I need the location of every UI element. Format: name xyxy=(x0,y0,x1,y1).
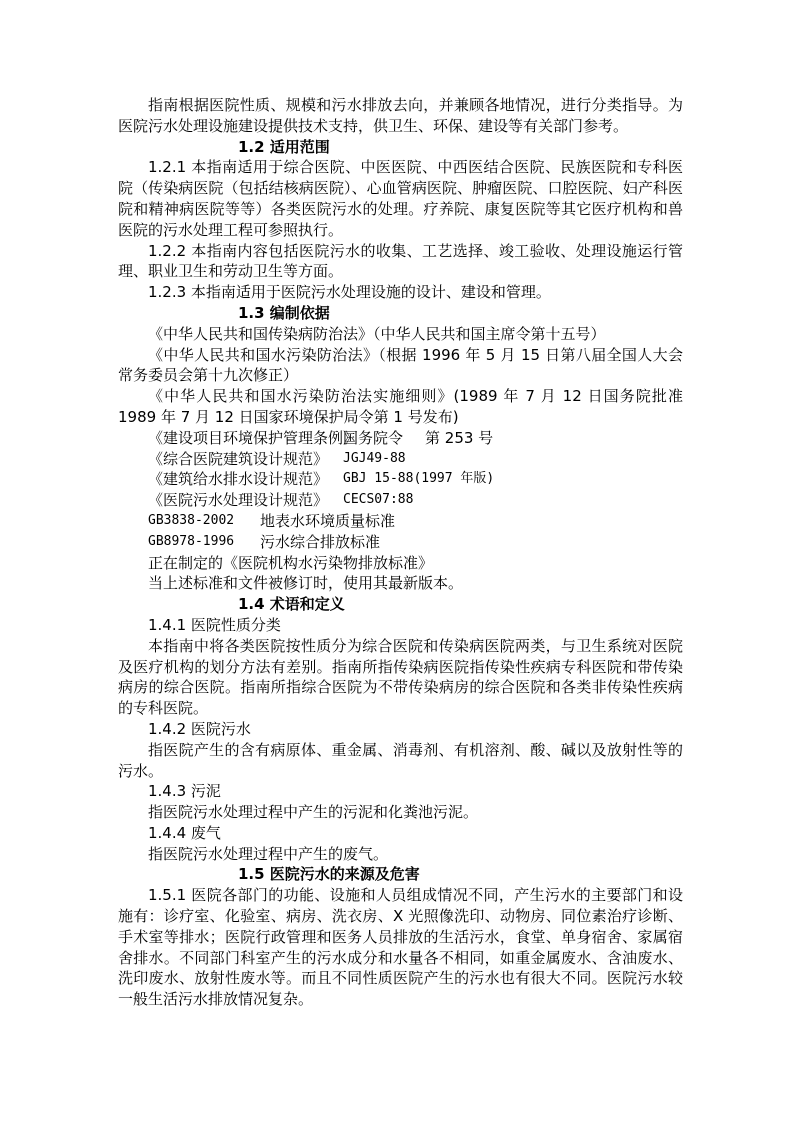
regulation-name: 《医院污水处理设计规范》 xyxy=(148,491,329,510)
regulation-row xyxy=(118,469,683,490)
regulation-row xyxy=(118,449,683,470)
document-page xyxy=(118,95,683,1010)
term-title-1-4-4: 1.4.4 废气 xyxy=(148,823,221,842)
regulation-name: 《建筑给水排水设计规范》 xyxy=(148,470,329,489)
regulation-number: 第 253 号 xyxy=(425,428,494,447)
clause-1-2-1: 1.2.1 本指南适用于综合医院、中医医院、中西医结合医院、民族医院和专科医院（传染病医院（包括结核病医院）、心血管病医院、肿瘤医院、口腔医院、妇产科医院和精神病医院等等）各类医院污水的处理。疗养院、康复医院等其它医疗机构和兽医院的污水处理工程可参照执行。 xyxy=(118,158,683,239)
intro-paragraph: 指南根据医院性质、规模和污水排放去向，并兼顾各地情况，进行分类指导。为医院污水处理设施建设提供技术支持，供卫生、环保、建设等有关部门参考。 xyxy=(118,96,683,135)
regulation-code: CECS07:88 xyxy=(343,492,414,508)
standard-name: 污水综合排放标准 xyxy=(260,532,381,551)
term-body-1-4-4: 指医院污水处理过程中产生的废气。 xyxy=(148,844,389,863)
standard-row xyxy=(118,532,683,553)
standard-row xyxy=(118,511,683,532)
term-title-1-4-2: 1.4.2 医院污水 xyxy=(148,719,251,738)
standard-code: GB3838-2002 xyxy=(148,512,235,528)
clause-1-2-3: 1.2.3 本指南适用于医院污水处理设施的设计、建设和管理。 xyxy=(148,283,551,302)
section-heading-1-3: 1.3 编制依据 xyxy=(238,303,330,322)
law-infectious-disease: 《中华人民共和国传染病防治法》（中华人民共和国主席令第十五号） xyxy=(148,324,606,343)
term-title-1-4-3: 1.4.3 污泥 xyxy=(148,782,221,801)
term-title-1-4-1: 1.4.1 医院性质分类 xyxy=(148,615,281,634)
regulation-issuer: 国务院令 xyxy=(343,428,404,447)
regulation-name: 《综合医院建筑设计规范》 xyxy=(148,449,329,468)
clause-1-5-1: 1.5.1 医院各部门的功能、设施和人员组成情况不同，产生污水的主要部门和设施有：诊疗室、化验室、病房、洗衣房、X 光照像洗印、动物房、同位素治疗诊断、手术室等排水；医院行政管理和医务人员排放的生活污水，食堂、单身宿舍、家属宿舍排水。不同部门科室产生的污水成分和水量各不相同，如重金属废水、含油废水、洗印废水、放射性废水等。而且不同性质医院产生的污水也有很大不同。医院污水较一般生活污水排放情况复杂。 xyxy=(118,886,683,1009)
clause-1-2-2: 1.2.2 本指南内容包括医院污水的收集、工艺选择、竣工验收、处理设施运行管理、职业卫生和劳动卫生等方面。 xyxy=(118,241,683,281)
section-heading-1-2: 1.2 适用范围 xyxy=(238,137,330,156)
revision-note: 当上述标准和文件被修订时，使用其最新版本。 xyxy=(148,574,464,593)
law-water-pollution-rules: 《中华人民共和国水污染防治法实施细则》(1989 年 7 月 12 日国务院批准 1989 年 7 月 12 日国家环境保护局令第 1 号发布) xyxy=(118,387,683,426)
regulation-code: JGJ49-88 xyxy=(343,450,406,466)
regulation-row xyxy=(118,428,683,449)
law-water-pollution: 《中华人民共和国水污染防治法》（根据 1996 年 5 月 15 日第八届全国人大会常务委员会第十九次修正） xyxy=(118,345,683,385)
term-body-1-4-1: 本指南中将各类医院按性质分为综合医院和传染病医院两类，与卫生系统对医院及医疗机构的划分方法有差别。指南所指传染病医院指传染性疾病专科医院和带传染病房的综合医院。指南所指综合医院为不带传染病房的综合医院和各类非传染性疾病的专科医院。 xyxy=(118,636,683,718)
standard-code: GB8978-1996 xyxy=(148,533,235,549)
section-heading-1-4: 1.4 术语和定义 xyxy=(238,595,345,614)
pending-standard: 正在制定的《医院机构水污染物排放标准》 xyxy=(148,553,434,572)
regulation-code: GBJ 15-88(1997 年版) xyxy=(343,471,495,487)
term-body-1-4-2: 指医院产生的含有病原体、重金属、消毒剂、有机溶剂、酸、碱以及放射性等的污水。 xyxy=(118,740,683,780)
section-heading-1-5: 1.5 医院污水的来源及危害 xyxy=(238,865,420,884)
standard-name: 地表水环境质量标准 xyxy=(260,511,396,530)
term-body-1-4-3: 指医院污水处理过程中产生的污泥和化粪池污泥。 xyxy=(148,803,479,822)
regulation-row xyxy=(118,490,683,511)
regulation-name: 《建设项目环境保护管理条例》 xyxy=(148,428,359,447)
